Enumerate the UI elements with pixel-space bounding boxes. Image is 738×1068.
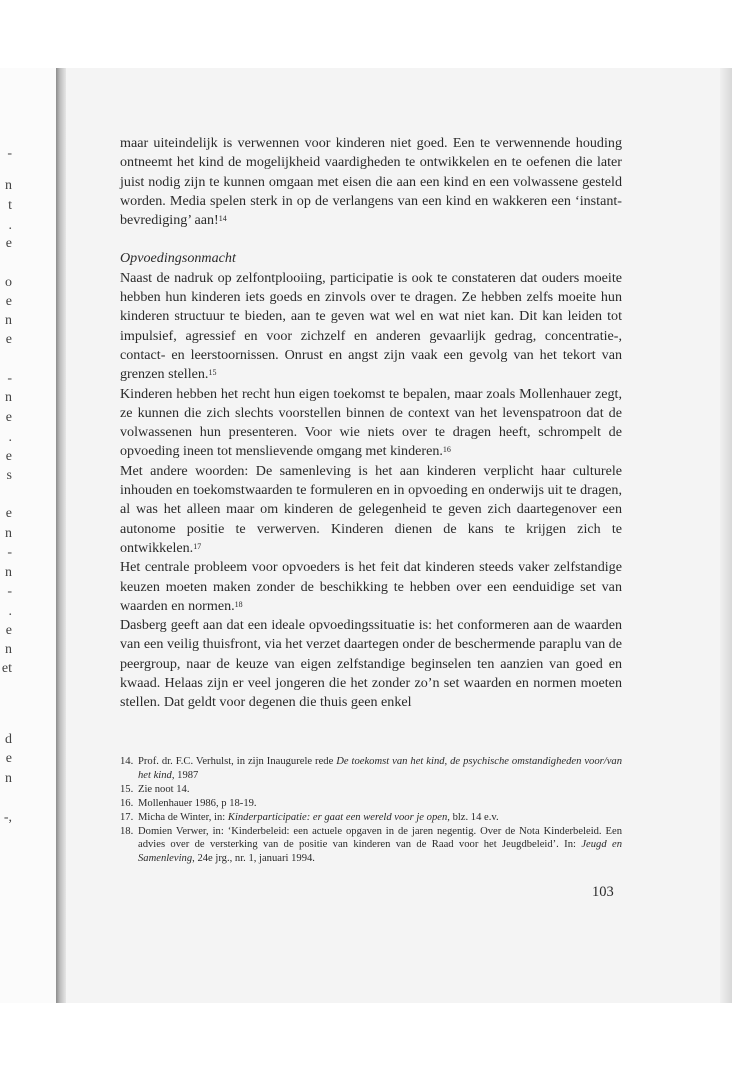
paragraph <box>120 462 622 558</box>
prev-fragment: n <box>5 771 12 786</box>
prev-fragment: e <box>5 410 12 425</box>
paragraph <box>120 385 622 462</box>
footnote-title: Kinderparticipatie: er gaat een wereld voor je open <box>227 811 448 823</box>
prev-fragment: e <box>5 506 12 521</box>
footnote-16 <box>120 797 622 811</box>
paragraph-text: Naast de nadruk op zelfontplooiing, participatie is ook te constateren dat ouders moeite hebben hun kinderen iets goeds en zinvols over te dragen. Ze hebben zelfs moeite hun kinderen structuur te bieden, aan te geven wat wel en wat niet kan. Dit kan leiden tot impulsief, agressief en voor zichzelf en anderen gevaarlijk gedrag, concentratie-, contact- en leerstoornissen. Onrust en angst zijn vaak een gevolg van het tekort van grenzen stellen. <box>120 269 622 383</box>
prev-fragment: n <box>5 178 12 193</box>
footnote-text: Prof. dr. F.C. Verhulst, in zijn Inaugurele rede <box>138 756 337 767</box>
page-edge-shadow <box>720 68 732 1003</box>
prev-fragment: n <box>5 390 12 405</box>
footnote-number: 17. <box>120 811 134 823</box>
prev-fragment: - <box>7 545 12 560</box>
prev-fragment: s <box>6 468 12 483</box>
footnote-15 <box>120 783 622 797</box>
paragraph <box>120 269 622 385</box>
prev-fragment: e <box>5 751 12 766</box>
paragraph <box>120 134 622 230</box>
paragraph <box>120 558 622 616</box>
footnote-title: De toekomst van het kind, de psychische omstandigheden voor/van het kind <box>138 756 622 781</box>
footnote-text: , 1987 <box>171 769 199 781</box>
footnote-ref: 18 <box>234 599 243 609</box>
prev-fragment: - <box>7 584 12 599</box>
paragraph-text: Met andere woorden: De samenleving is het aan kinderen verplicht haar culturele inhouden en toekomstwaarden te formuleren en in opvoeding en onderwijs uit te dragen, al was het alleen maar om kinderen de gelegenheid te geven zich daartegenover een autonome positie te verwerven. Kinderen dienen de kans te krijgen zich te ontwikkelen. <box>120 462 622 556</box>
footnote-text: Micha de Winter, in: <box>138 811 228 823</box>
paragraph-text: Kinderen hebben het recht hun eigen toekomst te bepalen, maar zoals Mollenhauer zegt, ze kunnen die zich slechts voorstellen binnen de context van het levenspatroon dat de volwassenen hun presenteren. Voor wie niets over te dragen heeft, schrompelt de opvoeding ineen tot menslievende omgang met kinderen. <box>120 385 622 460</box>
footnote-number: 14. <box>120 756 134 767</box>
prev-fragment: . <box>8 430 12 445</box>
footnote-ref: 17 <box>193 541 202 551</box>
footnote-number: 18. <box>120 825 134 837</box>
book-spine <box>56 68 66 1003</box>
footnote-number: 15. <box>120 783 134 795</box>
footnote-text: Domien Verwer, in: ‘Kinderbeleid: een actuele opgaven in de jaren negentig. Over de Nota Kinderbeleid. Een advies over de versterking van de positie van kinderen van de Raad voor het Jeugdbeleid’. In: <box>138 825 622 851</box>
prev-fragment: d <box>5 732 12 747</box>
paragraph-text: maar uiteindelijk is verwennen voor kinderen niet goed. Een te verwennende houding ontneemt het kind de mogelijkheid vaardigheden te ontwikkelen en te oefenen die later juist nodig zijn te kunnen omgaan met eisen die aan een kind en een volwassene gesteld worden. Media spelen sterk in op de verlangens van een kind en wakkeren een ‘instant-bevrediging’ aan! <box>120 135 622 229</box>
prev-fragment: e <box>5 623 12 638</box>
prev-fragment: o <box>5 275 12 290</box>
prev-fragment: -, <box>3 810 12 825</box>
footnote-18 <box>120 825 622 867</box>
prev-fragment: e <box>5 332 12 347</box>
footnote-title: Jeugd en Samenleving <box>138 839 622 865</box>
prev-fragment: e <box>5 236 12 251</box>
footnote-text: Zie noot 14. <box>138 783 190 795</box>
prev-fragment: n <box>5 642 12 657</box>
footnote-text: , 24e jrg., nr. 1, januari 1994. <box>192 853 315 865</box>
footnote-17 <box>120 811 622 825</box>
footnote-text: , blz. 14 e.v. <box>447 811 499 823</box>
footnote-14 <box>120 755 622 783</box>
prev-fragment: et <box>1 661 12 676</box>
section-heading: Opvoedingsonmacht <box>120 250 236 267</box>
paragraph-text: Het centrale probleem voor opvoeders is het feit dat kinderen steeds vaker zelfstandige keuzen moeten maken zonder de beschikking te hebben over een eenduidige set van waarden en normen. <box>120 559 622 614</box>
footnote-number: 16. <box>120 797 134 809</box>
footnote-ref: 16 <box>442 445 451 455</box>
page-number: 103 <box>592 884 614 900</box>
prev-fragment: . <box>8 218 12 233</box>
footnotes <box>120 755 622 866</box>
footnote-text: Mollenhauer 1986, p 18-19. <box>138 797 257 809</box>
paragraph-text: Dasberg geeft aan dat een ideale opvoedingssituatie is: het conformeren aan de waarden van een veilig thuisfront, via het verzet daartegen onder de beschermende paraplu van de peergroup, naar de keuze van eigen zelfstandige beginselen ten aanzien van goed en kwaad. Helaas zijn er veel jongeren die het zonder zo’n set waarden en normen moeten stellen. Dat geldt voor degenen die thuis geen enkel <box>120 617 622 711</box>
prev-fragment: t <box>8 198 12 213</box>
prev-fragment: e <box>5 449 12 464</box>
prev-fragment: - <box>7 371 12 386</box>
footnote-ref: 15 <box>208 368 217 378</box>
prev-fragment: e <box>5 294 12 309</box>
prev-fragment: . <box>8 604 12 619</box>
previous-page-edge <box>0 68 58 1003</box>
prev-fragment: n <box>5 526 12 541</box>
prev-fragment: n <box>5 565 12 580</box>
body-text <box>120 134 622 713</box>
footnote-ref: 14 <box>218 214 227 224</box>
paragraph <box>120 616 622 712</box>
prev-fragment: - <box>7 146 12 161</box>
prev-fragment: n <box>5 313 12 328</box>
